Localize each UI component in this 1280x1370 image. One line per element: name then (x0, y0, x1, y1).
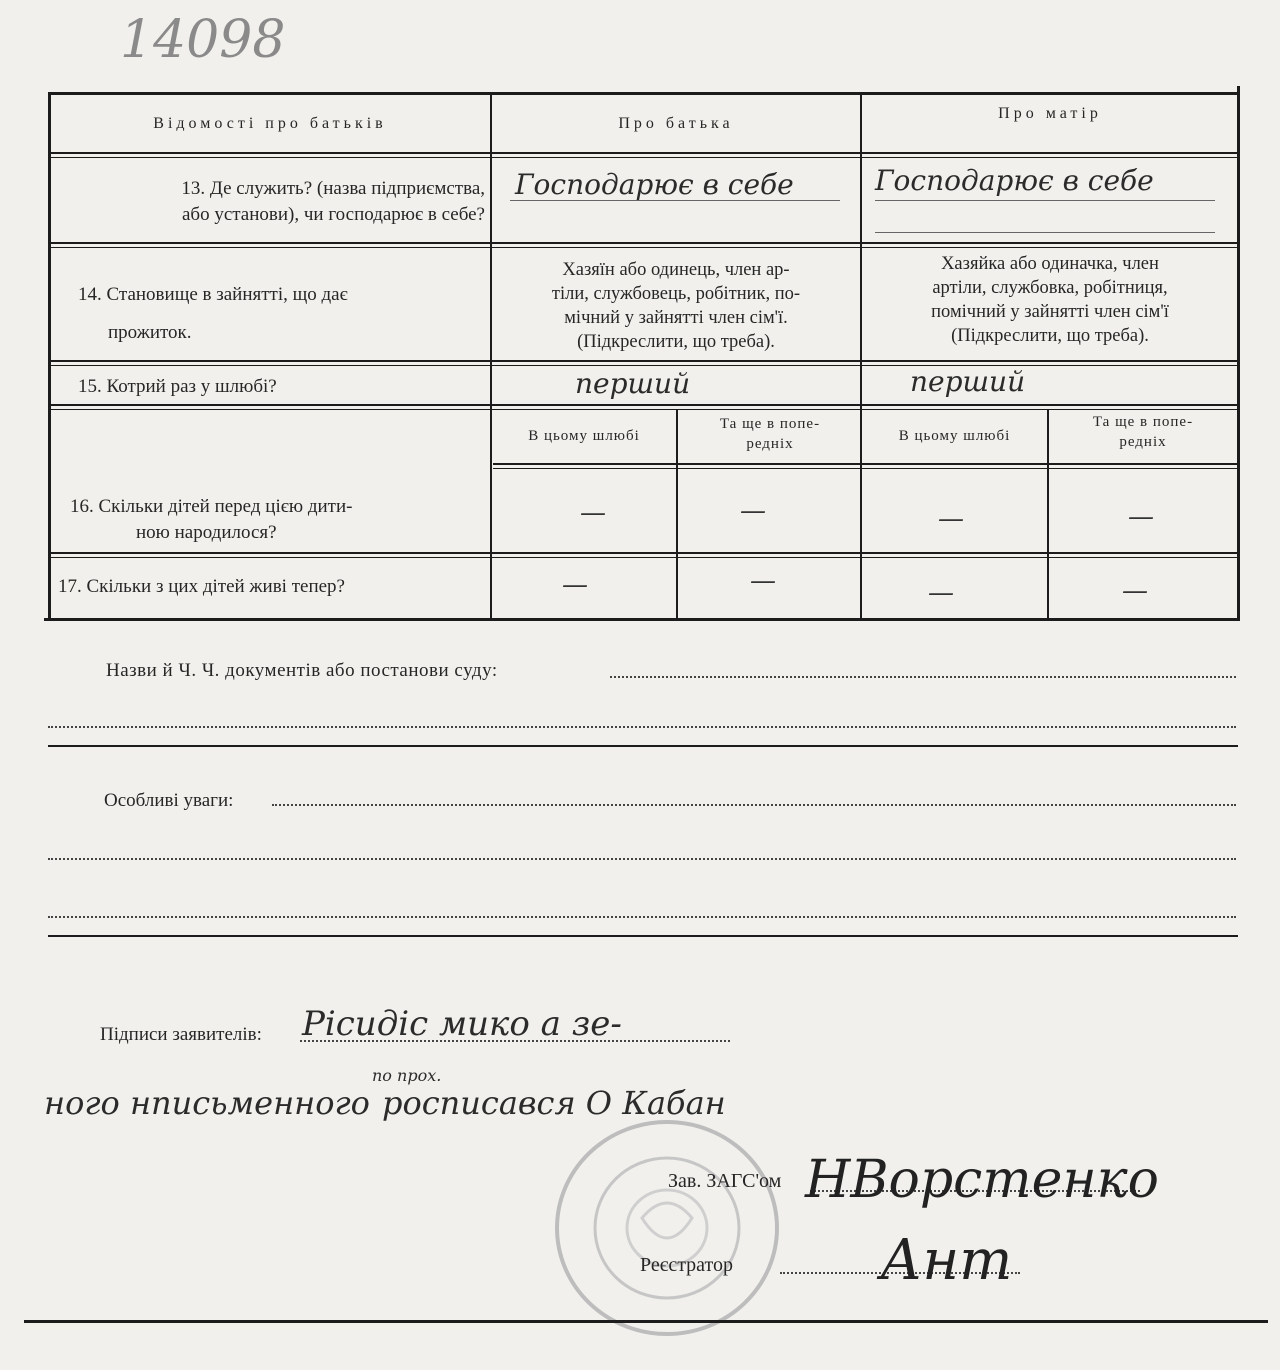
q16-father-this-marriage: В цьому шлюбі (528, 428, 640, 444)
signatures-label: Підписи заявителів: (100, 1024, 262, 1045)
head-label: Зав. ЗАГС'ом (668, 1170, 782, 1192)
q16-mother-this-marriage: В цьому шлюбі (898, 428, 1011, 444)
q15-label: 15. Котрий раз у шлюбі? (78, 376, 277, 397)
registrar-label: Реєстратор (640, 1254, 734, 1276)
official-stamp-seal (552, 1118, 782, 1338)
documents-label: Назви й Ч. Ч. документів або постанови суду: (106, 660, 498, 681)
q17-value-father-this: — (562, 570, 588, 600)
q17-value-mother-prev: — (1122, 576, 1148, 606)
q16-value-father-prev: — (740, 496, 766, 526)
signature-insert-above: по прох. (372, 1066, 442, 1085)
head-signature: НВорстенко (805, 1150, 1159, 1210)
q14-father-options: Хазяїн або одинець, член ар- тіли, службовець, робітник, по- мічний у зайнятті член сім'ї. (Підкреслити, що треба). (551, 260, 801, 352)
signature-text-line-2: ного нписьменного (44, 1084, 370, 1122)
remarks-label: Особливі уваги: (104, 790, 234, 811)
documents-field-line-1 (610, 676, 1236, 678)
q17-value-father-prev: — (750, 566, 776, 596)
q13-label: 13. Де служить? (назва підприємства, або установи), чи господарює в себе? (181, 178, 485, 225)
remarks-field-line-3 (48, 916, 1236, 918)
registrar-signature: Ант (880, 1228, 1013, 1293)
q15-father-value: перший (575, 367, 691, 400)
q16-father-previous: Та ще в попе- редніх (719, 416, 821, 452)
archive-number: 14098 (120, 10, 286, 70)
signature-text-line-1: Рісидіс мико а зе- (302, 1004, 622, 1044)
q16-value-father-this: — (580, 498, 606, 528)
q16-value-mother-this: — (938, 504, 964, 534)
q17-label: 17. Скільки з цих дітей живі тепер? (58, 576, 345, 597)
remarks-field-line-2 (48, 858, 1236, 860)
remarks-field-line-1 (272, 804, 1236, 806)
bottom-rule (24, 1320, 1268, 1323)
q13-father-value: Господарює в себе (515, 168, 794, 201)
q16-value-mother-prev: — (1128, 502, 1154, 532)
header-parents-info: Відомості про батьків (153, 115, 387, 132)
q15-mother-value: перший (910, 365, 1026, 398)
q16-mother-previous: Та ще в попе- редніх (1092, 414, 1194, 450)
q14-mother-options: Хазяйка або одиначка, член артіли, службовка, робітниця, помічний у зайнятті член сім'ї (Підкреслити, що треба). (931, 254, 1169, 346)
documents-field-line-2 (48, 726, 1236, 728)
q13-mother-value: Господарює в себе (875, 164, 1154, 197)
header-mother: Про матір (998, 105, 1102, 122)
signature-text-line-3: росписався О Кабан (382, 1084, 726, 1122)
q17-value-mother-this: — (928, 578, 954, 608)
header-father: Про батька (618, 115, 734, 132)
q16-label: 16. Скільки дітей перед цією дити- ною народилося? (70, 496, 353, 543)
q14-label: 14. Становище в зайнятті, що дає прожиток. (78, 284, 348, 343)
